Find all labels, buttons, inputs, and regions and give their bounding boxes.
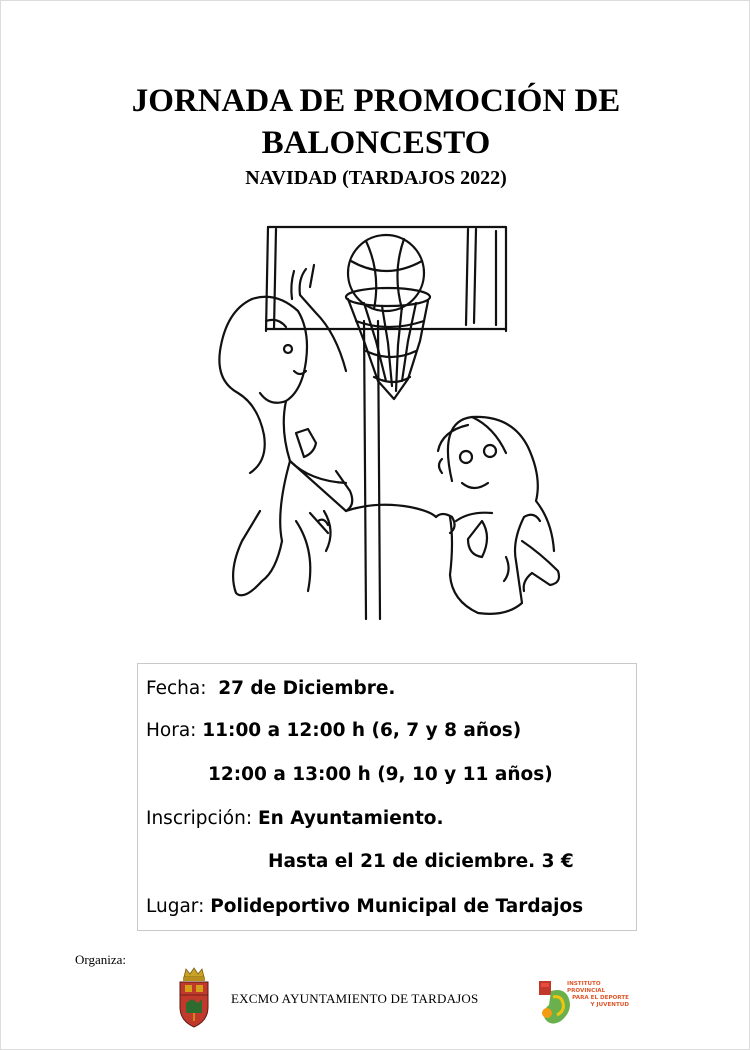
hora-row-2 [208,764,553,785]
inscripcion-label: Inscripción: [146,808,253,829]
fecha-value: 27 de Diciembre. [218,678,396,699]
ipd-line-1: INSTITUTO PROVINCIAL [567,981,606,994]
hora-label: Hora: [146,720,197,741]
fecha-label: Fecha: [146,678,207,699]
event-info-box [137,663,637,931]
inscripcion-value-1: En Ayuntamiento. [257,808,444,829]
ipd-line-3: Y JUVENTUD [590,1001,629,1008]
lugar-label: Lugar: [146,896,205,917]
hora-row [146,720,521,741]
poster-title-line-2: BALONCESTO [261,125,491,161]
inscripcion-value-2: Hasta el 21 de diciembre. 3 € [268,851,574,872]
hora-value-2: 12:00 a 13:00 h (9, 10 y 11 años) [208,764,553,785]
inscripcion-row-2 [268,851,574,872]
instituto-provincial-text [567,981,637,1009]
lugar-row [146,896,583,917]
inscripcion-row [146,808,444,829]
organiza-label: Organiza: [75,952,127,967]
ipd-line-2: PARA EL DEPORTE [572,994,629,1001]
basketball-players-icon [206,221,566,621]
ayuntamiento-name: EXCMO AYUNTAMIENTO DE TARDAJOS [231,991,479,1006]
coat-of-arms-icon [176,967,212,1029]
poster-title-line-1: JORNADA DE PROMOCIÓN DE [131,83,621,119]
poster-subtitle: NAVIDAD (TARDAJOS 2022) [245,167,507,189]
lugar-value: Polideportivo Municipal de Tardajos [210,896,584,917]
hora-value-1: 11:00 a 12:00 h (6, 7 y 8 años) [202,720,522,741]
fecha-row [146,678,395,699]
